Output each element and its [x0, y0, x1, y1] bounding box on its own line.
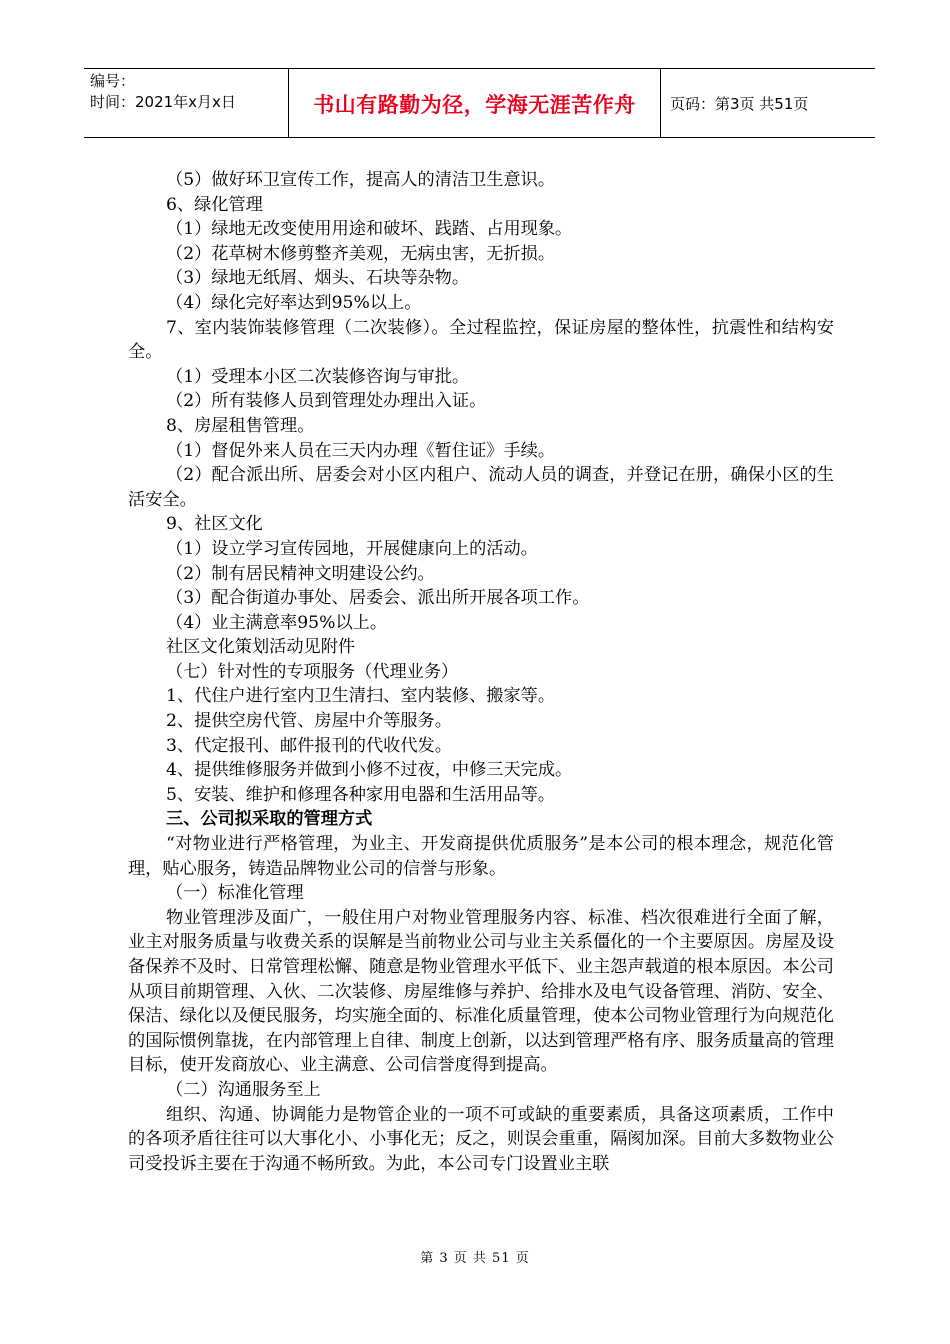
list-item: 5、安装、维护和修理各种家用电器和生活用品等。 — [166, 784, 556, 805]
list-item: 2、提供空房代管、房屋中介等服务。 — [166, 711, 452, 732]
header-divider — [660, 69, 661, 137]
list-item: （4）业主满意率95%以上。 — [166, 612, 388, 633]
list-item: （4）绿化完好率达到95%以上。 — [166, 292, 422, 313]
list-item: 3、代定报刊、邮件报刊的代收代发。 — [166, 735, 452, 756]
body-paragraph: 7、室内装饰装修管理（二次装修）。全过程监控，保证房屋的整体性，抗震性和结构安全。 — [128, 317, 834, 363]
header-meta — [90, 71, 286, 113]
list-item: （2）花草树木修剪整齐美观，无病虫害，无折损。 — [166, 243, 556, 264]
body-paragraph: “对物业进行严格管理，为业主、开发商提供优质服务”是本公司的根本理念，规范化管理，贴心服务，铸造品牌物业公司的信誉与形象。 — [128, 834, 834, 879]
list-item: 9、社区文化 — [166, 514, 263, 535]
list-item: 1、代住户进行室内卫生清扫、室内装修、搬家等。 — [166, 686, 556, 707]
document-time: 时间：2021年x月x日 — [90, 93, 236, 111]
list-item: （5）做好环卫宣传工作，提高人的清洁卫生意识。 — [166, 170, 556, 190]
list-item: （2）所有装修人员到管理处办理出入证。 — [166, 391, 487, 412]
list-item: （七）针对性的专项服务（代理业务） — [166, 661, 459, 682]
list-item: （1）督促外来人员在三天内办理《暂住证》手续。 — [166, 440, 556, 461]
list-item: （1）绿地无改变使用用途和破坏、践踏、占用现象。 — [166, 219, 573, 240]
list-item: 社区文化策划活动见附件 — [166, 637, 356, 658]
page-header — [84, 68, 875, 138]
list-item: （1）受理本小区二次装修咨询与审批。 — [166, 366, 470, 387]
subsection-heading: （二）沟通服务至上 — [166, 1079, 321, 1100]
section-heading: 三、公司拟采取的管理方式 — [166, 809, 373, 830]
header-motto: 书山有路勤为径，学海无涯苦作舟 — [313, 93, 636, 117]
body-paragraph: 物业管理涉及面广，一般住用户对物业管理服务内容、标准、档次很难进行全面了解，业主对服务质量与收费关系的误解是当前物业公司与业主关系僵化的一个主要原因。房屋及设备保养不及时、日常管理松懈、随意是物业管理水平低下、业主怨声载道的根本原因。本公司从项目前期管理、入伙、二次装修、房屋维修与养护、给排水及电气设备管理、消防、安全、保洁、绿化以及便民服务，均实施全面的、标准化质量管理，使本公司物业管理行为向规范化的国际惯例靠拢，在内部管理上自律、制度上创新，以达到管理严格有序、服务质量高的管理目标，使开发商放心、业主满意、公司信誉度得到提高。 — [128, 907, 834, 1076]
list-item: 8、房屋租售管理。 — [166, 415, 315, 436]
list-item: 4、提供维修服务并做到小修不过夜，中修三天完成。 — [166, 760, 573, 781]
body-paragraph: （2）配合派出所、居委会对小区内租户、流动人员的调查，并登记在册，确保小区的生活安全。 — [128, 465, 834, 510]
document-number: 编号： — [90, 72, 136, 90]
document-body — [128, 168, 834, 1176]
list-item: （1）设立学习宣传园地，开展健康向上的活动。 — [166, 538, 538, 559]
list-item: （3）绿地无纸屑、烟头、石块等杂物。 — [166, 268, 470, 289]
subsection-heading: （一）标准化管理 — [166, 883, 304, 904]
page-footer: 第 3 页 共 51 页 — [420, 1251, 530, 1266]
body-paragraph: 组织、沟通、协调能力是物管企业的一项不可或缺的重要素质，具备这项素质，工作中的各项矛盾往往可以大事化小、小事化无；反之，则误会重重，隔阂加深。目前大多数物业公司受投诉主要在于沟通不畅所致。为此，本公司专门设置业主联 — [128, 1104, 834, 1174]
header-page-info: 页码：第3页 共51页 — [670, 95, 809, 113]
list-item: （3）配合街道办事处、居委会、派出所开展各项工作。 — [166, 588, 590, 609]
list-item: （2）制有居民精神文明建设公约。 — [166, 563, 435, 584]
list-item: 6、绿化管理 — [166, 194, 263, 215]
